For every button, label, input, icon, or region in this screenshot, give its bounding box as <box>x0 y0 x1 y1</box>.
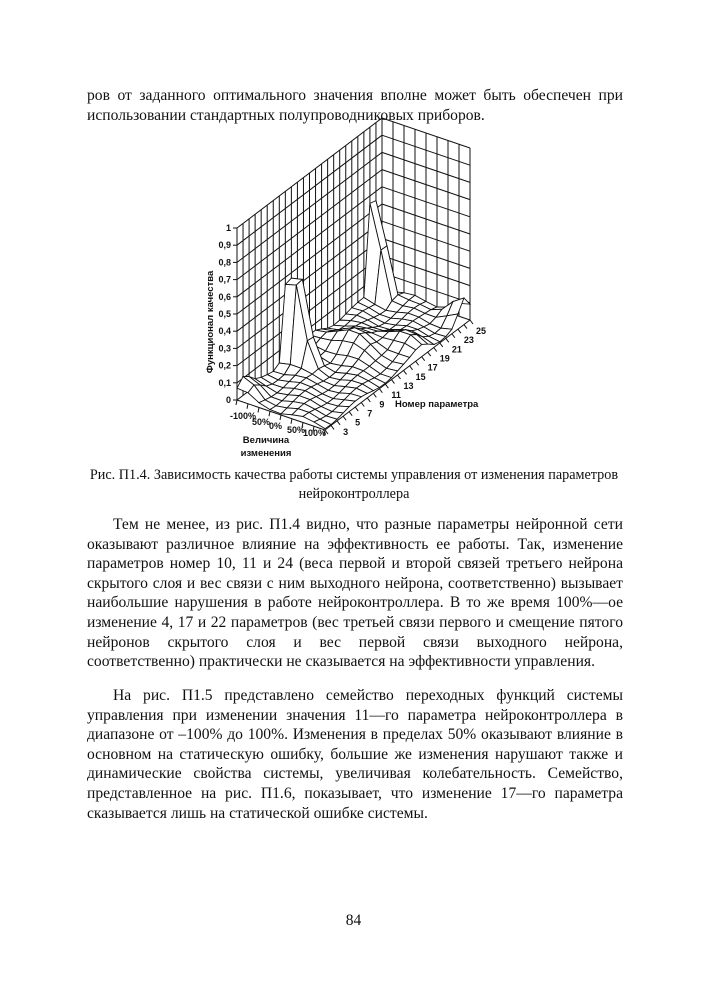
z-axis-label: Функционал качества <box>205 270 216 374</box>
param-tick-label: 3 <box>343 426 349 437</box>
intro-paragraph: ров от заданного оптимального значения вполне может быть обеспечен при использовании стандартных полупроводниковых приборов. <box>87 87 623 124</box>
page-number: 84 <box>345 912 362 929</box>
z-tick-label: 0,3 <box>218 343 231 354</box>
param-tick-label: 9 <box>379 399 385 410</box>
body-paragraph-2: На рис. П1.5 представлено семейство переходных функций системы управления при изменении значения 11—го параметра нейроконтроллера в диапазоне от –100% до 100%. Изменения в пределах 50% оказывают влияние в основном на статическую ошибку, большие же изменения нарушают также и динамические свойства системы, увеличивая колебательность. Семейство, представленное на рис. П1.6, показывает, что изменение 17—го параметра сказывается лишь на статической ошибке системы. <box>87 687 623 822</box>
z-tick-label: 0 <box>225 395 231 405</box>
param-tick-label: 23 <box>463 335 474 346</box>
param-tick-label: 7 <box>367 408 373 419</box>
param-tick-label: 5 <box>355 417 361 428</box>
z-tick-label: 0,7 <box>218 274 231 285</box>
z-tick-label: 0,5 <box>218 309 231 319</box>
z-tick-label: 0,4 <box>218 326 231 337</box>
z-tick-label: 0,9 <box>218 240 231 251</box>
body-paragraph-1: Тем не менее, из рис. П1.4 видно, что разные параметры нейронной сети оказывают различное влияние на эффективность ее работы. Так, изменение параметров номер 10, 11 и 24 (веса первой и второй связей третьего нейрона скрытого слоя и вес связи с ним выходного нейрона, соответственно) вызывает наибольшие нарушения в работе нейроконтроллера. В то же время 100%—ое изменение 4, 17 и 22 параметров (вес третьей связи первого и смещение пятого нейронов скрытого слоя и вес первой связи выходного нейрона, соответственно) практически не сказывается на эффективности управления. <box>87 516 623 671</box>
x-tick-label: 0% <box>269 421 283 431</box>
x-tick-label: -100% <box>230 411 257 421</box>
param-tick-label: 13 <box>403 381 414 391</box>
z-tick-label: 0,2 <box>218 360 231 371</box>
param-tick-label: 17 <box>427 362 438 373</box>
x-axis-label-line1: Величина <box>242 435 290 446</box>
param-tick-label: 11 <box>391 390 401 401</box>
param-tick-label: 21 <box>451 344 462 355</box>
param-tick-label: 25 <box>476 326 487 336</box>
x-tick-label: 50% <box>252 417 271 427</box>
param-axis-label: Номер параметра <box>395 399 479 410</box>
z-tick-label: 0,6 <box>218 291 231 302</box>
surface-chart <box>0 0 707 470</box>
param-tick-label: 15 <box>415 371 426 382</box>
z-tick-label: 0,1 <box>218 377 231 388</box>
z-tick-label: 1 <box>225 223 231 233</box>
x-tick-label: 50% <box>287 425 306 435</box>
x-axis-label-line2: изменения <box>240 448 292 459</box>
figure-caption: Рис. П1.4. Зависимость качества работы системы управления от изменения параметров нейроконтроллера <box>89 467 619 502</box>
z-tick-label: 0,8 <box>218 257 231 268</box>
param-tick-label: 19 <box>439 353 450 364</box>
x-tick-label: 100% <box>303 428 327 438</box>
